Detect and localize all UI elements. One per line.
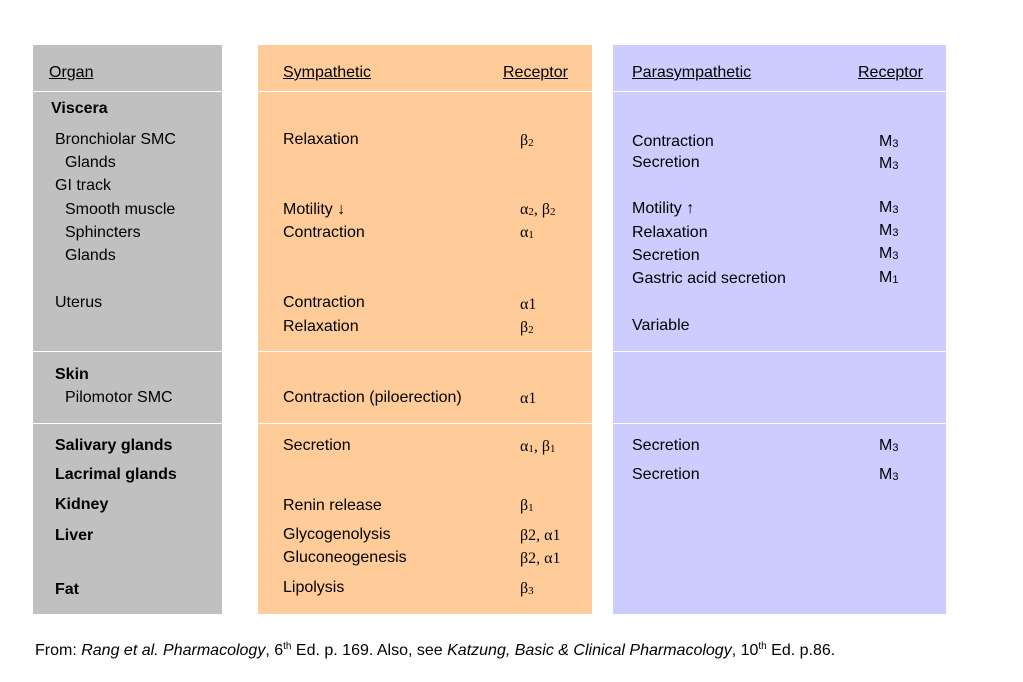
para-sphincters-receptor: M3 [879, 222, 899, 239]
parasympathetic-column [613, 45, 946, 614]
glands-divider [33, 423, 222, 424]
symp-liver-effect-1: Glycogenolysis [283, 526, 391, 543]
para-lacrimal-effect: Secretion [632, 466, 700, 483]
organ-sphincters: Sphincters [65, 224, 141, 241]
header-divider [258, 91, 592, 92]
para-bronch-glands-effect: Secretion [632, 154, 700, 171]
organ-kidney: Kidney [55, 496, 109, 513]
symp-kidney-receptor: β1 [520, 497, 534, 514]
organ-bronch-glands: Glands [65, 154, 116, 171]
organ-uterus: Uterus [55, 294, 103, 311]
symp-liver-receptor-2: β2, α1 [520, 550, 561, 567]
symp-uterus-receptor-2: β2 [520, 319, 534, 336]
symp-uterus-receptor-1: α1 [520, 296, 537, 313]
symp-kidney-effect: Renin release [283, 497, 382, 514]
symp-uterus-effect-2: Relaxation [283, 318, 359, 335]
organ-lacrimal-glands: Lacrimal glands [55, 466, 177, 483]
para-bronch-glands-receptor: M3 [879, 155, 899, 172]
parasympathetic-header: Parasympathetic [632, 64, 752, 81]
sympathetic-receptor-header: Receptor [503, 64, 568, 81]
citation: From: Rang et al. Pharmacology, 6th Ed. p. 169. Also, see Katzung, Basic & Clinical Pharmacology, 10th Ed. p.86. [35, 641, 836, 659]
symp-sphincters-receptor: α1 [520, 224, 534, 241]
skin-divider [613, 351, 946, 352]
para-bronch-receptor: M3 [879, 133, 899, 150]
para-gastric-receptor: M1 [879, 269, 899, 286]
parasympathetic-receptor-header: Receptor [858, 64, 923, 81]
organ-gi-track: GI track [55, 177, 112, 194]
symp-pilomotor-receptor: α1 [520, 390, 537, 407]
para-sphincters-effect: Relaxation [632, 224, 708, 241]
skin-divider [33, 351, 222, 352]
citation-book-2: Katzung, Basic & Clinical Pharmacology [447, 642, 732, 659]
symp-sphincters-effect: Contraction [283, 224, 365, 241]
symp-salivary-receptor: α1, β1 [520, 438, 556, 455]
sympathetic-column [258, 45, 592, 614]
para-smooth-muscle-receptor: M3 [879, 199, 899, 216]
glands-divider [258, 423, 592, 424]
symp-uterus-effect-1: Contraction [283, 294, 365, 311]
organ-column [33, 45, 222, 614]
organ-header: Organ [49, 64, 94, 81]
symp-fat-effect: Lipolysis [283, 579, 345, 596]
organ-salivary-glands: Salivary glands [55, 437, 173, 454]
symp-smooth-muscle-receptor: α2, β2 [520, 201, 556, 218]
para-bronch-effect: Contraction [632, 133, 714, 150]
para-smooth-muscle-effect: Motility ↑ [632, 200, 695, 217]
skin-divider [258, 351, 592, 352]
para-salivary-effect: Secretion [632, 437, 700, 454]
para-gi-glands-effect: Secretion [632, 247, 700, 264]
sympathetic-header: Sympathetic [283, 64, 372, 81]
symp-salivary-effect: Secretion [283, 437, 351, 454]
organ-fat: Fat [55, 581, 79, 598]
symp-fat-receptor: β3 [520, 580, 534, 597]
para-lacrimal-receptor: M3 [879, 466, 899, 483]
organ-liver: Liver [55, 527, 94, 544]
symp-liver-effect-2: Gluconeogenesis [283, 549, 407, 566]
symp-bronch-effect: Relaxation [283, 131, 359, 148]
glands-divider [613, 423, 946, 424]
para-uterus-effect: Variable [632, 317, 690, 334]
organ-bronchiolar-smc: Bronchiolar SMC [55, 131, 176, 148]
organ-skin: Skin [55, 366, 89, 383]
symp-liver-receptor-1: β2, α1 [520, 527, 561, 544]
organ-smooth-muscle: Smooth muscle [65, 201, 176, 218]
symp-pilomotor-effect: Contraction (piloerection) [283, 389, 462, 406]
organ-viscera: Viscera [51, 100, 108, 117]
para-gastric-effect: Gastric acid secretion [632, 270, 786, 287]
organ-gi-glands: Glands [65, 247, 116, 264]
symp-bronch-receptor: β2 [520, 132, 534, 149]
para-gi-glands-receptor: M3 [879, 245, 899, 262]
header-divider [33, 91, 222, 92]
organ-pilomotor-smc: Pilomotor SMC [65, 389, 173, 406]
para-salivary-receptor: M3 [879, 437, 899, 454]
symp-smooth-muscle-effect: Motility ↓ [283, 201, 346, 218]
header-divider [613, 91, 946, 92]
citation-book-1: Rang et al. Pharmacology [81, 642, 266, 659]
